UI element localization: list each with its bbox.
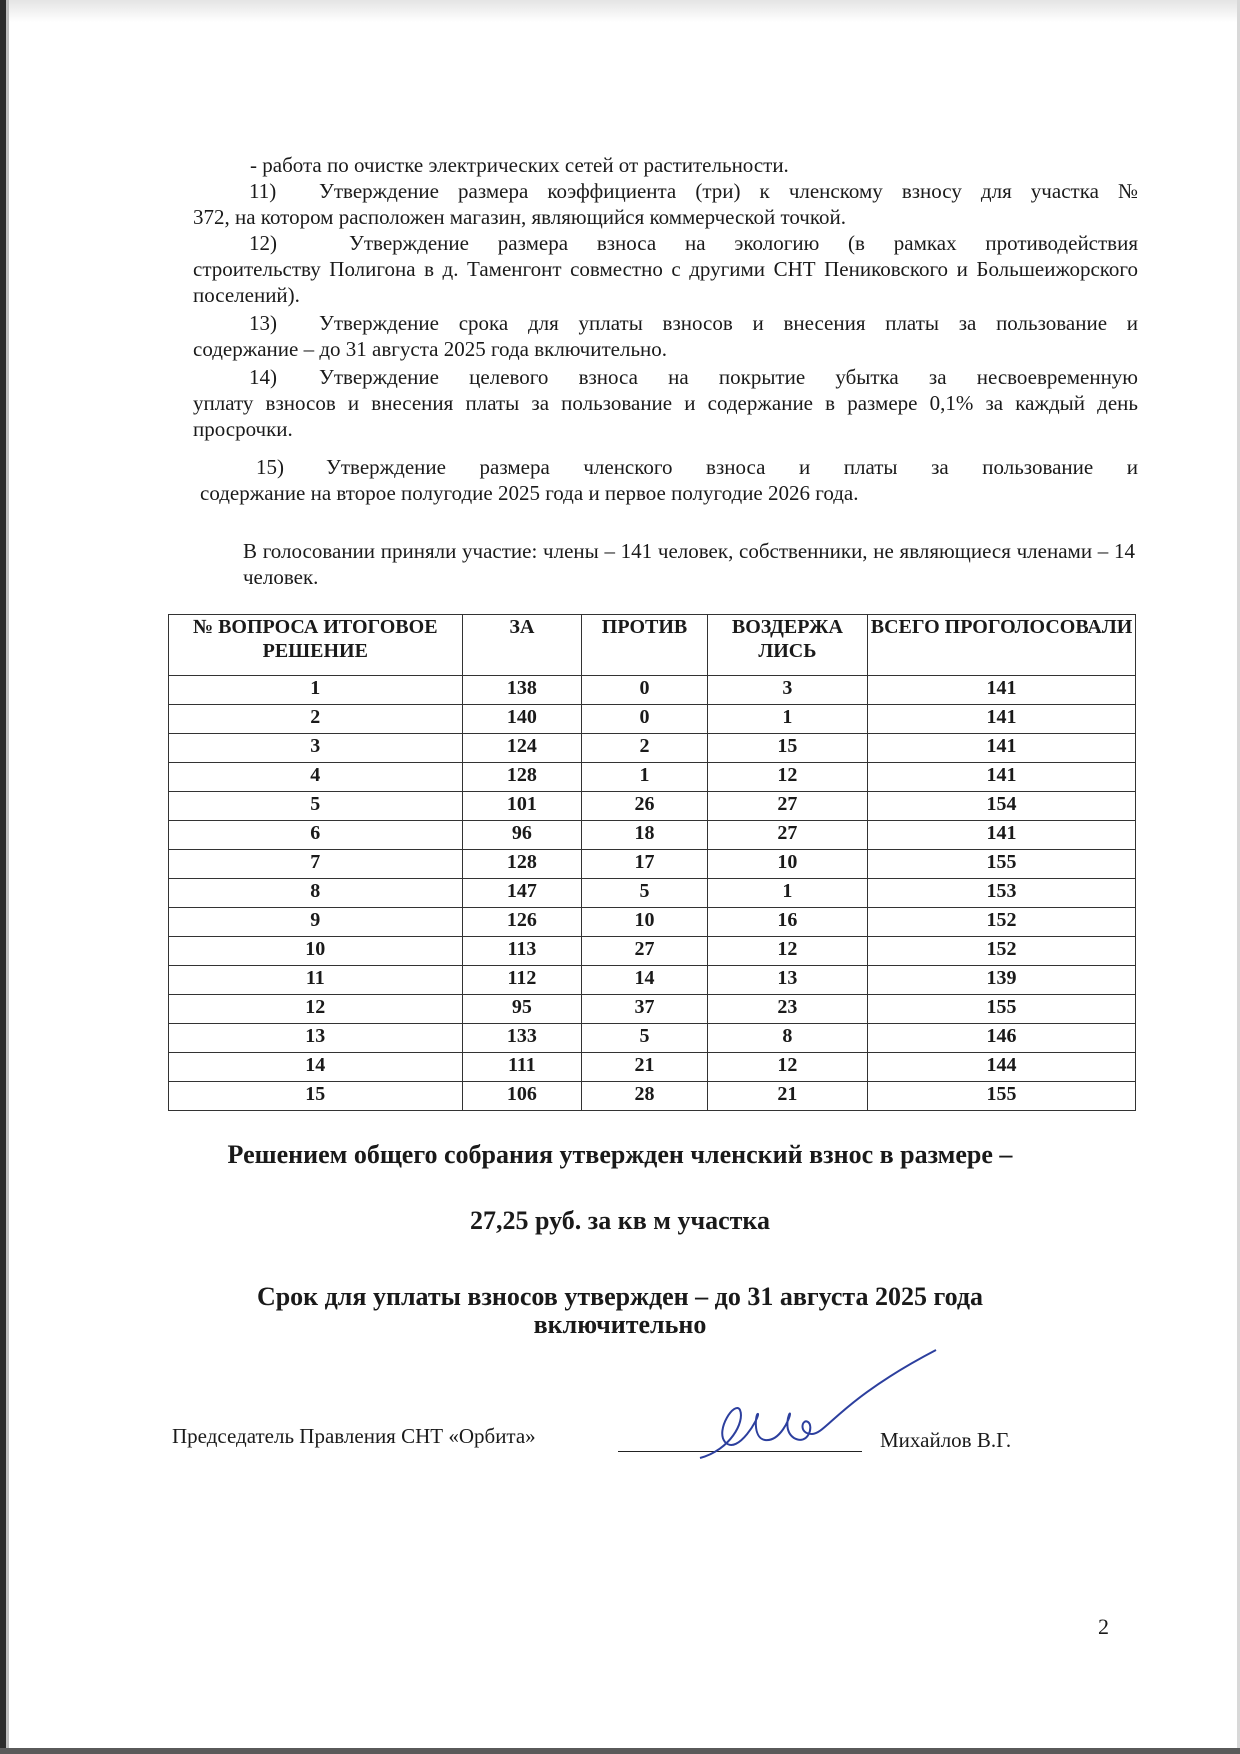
table-row [169, 1082, 1136, 1111]
cell-total: 146 [868, 1024, 1136, 1053]
cell-abstained: 27 [707, 792, 867, 821]
item-text-rest: содержание – до 31 августа 2025 года включительно. [193, 337, 668, 361]
cell-for: 112 [462, 966, 582, 995]
table-row [169, 705, 1136, 734]
cell-question-number: 3 [169, 734, 463, 763]
chairman-label: Председатель Правления СНТ «Орбита» [172, 1424, 536, 1448]
cell-total: 141 [868, 734, 1136, 763]
cell-total: 155 [868, 850, 1136, 879]
cell-total: 141 [868, 705, 1136, 734]
cell-total: 154 [868, 792, 1136, 821]
table-row [169, 995, 1136, 1024]
cell-abstained: 12 [707, 763, 867, 792]
item-text-line1: Утверждение размера членского взноса и платы за пользование и [326, 455, 1138, 479]
cell-question-number: 4 [169, 763, 463, 792]
item-text-line1: Утверждение срока для уплаты взносов и внесения платы за пользование и [319, 311, 1138, 335]
cell-for: 111 [462, 1053, 582, 1082]
cell-for: 128 [462, 850, 582, 879]
list-marker: 13) [249, 311, 277, 335]
table-row [169, 966, 1136, 995]
cell-abstained: 1 [707, 879, 867, 908]
cell-question-number: 13 [169, 1024, 463, 1053]
decision-line-4: включительно [533, 1310, 707, 1339]
header-for: ЗА [462, 615, 582, 676]
cell-against: 37 [582, 995, 707, 1024]
cell-total: 152 [868, 908, 1136, 937]
item-text-rest: содержание на второе полугодие 2025 года и первое полугодие 2026 года. [200, 481, 859, 505]
cell-for: 95 [462, 995, 582, 1024]
cell-abstained: 12 [707, 937, 867, 966]
cell-total: 139 [868, 966, 1136, 995]
cell-against: 0 [582, 705, 707, 734]
cell-for: 133 [462, 1024, 582, 1053]
list-item-12 [193, 230, 1138, 308]
cell-question-number: 1 [169, 676, 463, 705]
table-row [169, 734, 1136, 763]
cell-total: 155 [868, 995, 1136, 1024]
cell-abstained: 1 [707, 705, 867, 734]
cell-against: 28 [582, 1082, 707, 1111]
item-text-line1: Утверждение размера коэффициента (три) к членскому взносу для участка № [319, 179, 1138, 203]
cell-total: 141 [868, 821, 1136, 850]
cell-question-number: 15 [169, 1082, 463, 1111]
list-item-15 [200, 454, 1138, 506]
cell-against: 18 [582, 821, 707, 850]
table-row [169, 763, 1136, 792]
cell-abstained: 3 [707, 676, 867, 705]
cell-against: 10 [582, 908, 707, 937]
item-text-line1: Утверждение размера взноса на экологию (в рамках противодействия [349, 231, 1138, 255]
cell-total: 141 [868, 763, 1136, 792]
cell-abstained: 27 [707, 821, 867, 850]
cell-total: 144 [868, 1053, 1136, 1082]
cell-for: 106 [462, 1082, 582, 1111]
item-text-rest: уплату взносов и внесения платы за пользование и содержание в размере 0,1% за каждый день просрочки. [193, 391, 1138, 441]
list-item-11 [193, 178, 1138, 230]
cell-abstained: 13 [707, 966, 867, 995]
list-marker: 14) [249, 365, 277, 389]
cell-abstained: 10 [707, 850, 867, 879]
list-marker: 12) [249, 231, 277, 255]
cell-total: 153 [868, 879, 1136, 908]
cell-question-number: 6 [169, 821, 463, 850]
cell-abstained: 8 [707, 1024, 867, 1053]
cell-against: 5 [582, 879, 707, 908]
table-row [169, 792, 1136, 821]
cell-for: 147 [462, 879, 582, 908]
cell-against: 17 [582, 850, 707, 879]
list-item-14 [193, 364, 1138, 442]
cell-against: 27 [582, 937, 707, 966]
cell-against: 1 [582, 763, 707, 792]
table-row [169, 850, 1136, 879]
item-text-rest: строительству Полигона в д. Таменгонт совместно с другими СНТ Пениковского и Большеижорского поселений). [193, 257, 1138, 307]
cell-for: 138 [462, 676, 582, 705]
item-text-line1: Утверждение целевого взноса на покрытие убытка за несвоевременную [319, 365, 1138, 389]
cell-question-number: 5 [169, 792, 463, 821]
decision-line-1: Решением общего собрания утвержден членский взнос в размере – [227, 1140, 1013, 1169]
cell-for: 101 [462, 792, 582, 821]
table-row [169, 879, 1136, 908]
cell-for: 124 [462, 734, 582, 763]
header-total: ВСЕГО ПРОГОЛОСОВАЛИ [868, 615, 1136, 676]
cell-for: 128 [462, 763, 582, 792]
item-text-rest: 372, на котором расположен магазин, являющийся коммерческой точкой. [193, 205, 846, 229]
table-row [169, 1053, 1136, 1082]
page-number: 2 [1098, 1614, 1109, 1639]
table-row [169, 908, 1136, 937]
cell-abstained: 16 [707, 908, 867, 937]
cell-question-number: 10 [169, 937, 463, 966]
list-marker: 11) [249, 179, 277, 203]
table-body [169, 676, 1136, 1111]
participation-text: В голосовании приняли участие: члены – 141 человек, собственники, не являющиеся членами – 14 человек. [243, 539, 1135, 589]
cell-abstained: 12 [707, 1053, 867, 1082]
list-item-13 [193, 310, 1138, 362]
table-row [169, 676, 1136, 705]
cell-against: 26 [582, 792, 707, 821]
cell-for: 113 [462, 937, 582, 966]
intro-line: - работа по очистке электрических сетей от растительности. [250, 153, 789, 177]
table-row [169, 821, 1136, 850]
cell-abstained: 21 [707, 1082, 867, 1111]
cell-total: 141 [868, 676, 1136, 705]
header-question: № ВОПРОСА ИТОГОВОЕ РЕШЕНИЕ [169, 615, 463, 676]
list-marker: 15) [256, 455, 284, 479]
cell-against: 14 [582, 966, 707, 995]
cell-for: 96 [462, 821, 582, 850]
table-row [169, 937, 1136, 966]
header-against: ПРОТИВ [582, 615, 707, 676]
cell-total: 152 [868, 937, 1136, 966]
cell-question-number: 7 [169, 850, 463, 879]
cell-total: 155 [868, 1082, 1136, 1111]
decision-line-3: Срок для уплаты взносов утвержден – до 31 августа 2025 года [256, 1282, 984, 1311]
cell-question-number: 14 [169, 1053, 463, 1082]
table-row [169, 1024, 1136, 1053]
cell-against: 0 [582, 676, 707, 705]
voting-results-table [168, 614, 1136, 1111]
cell-question-number: 11 [169, 966, 463, 995]
decision-line-2: 27,25 руб. за кв м участка [469, 1206, 770, 1235]
table-header-row [169, 615, 1136, 676]
cell-abstained: 15 [707, 734, 867, 763]
cell-against: 5 [582, 1024, 707, 1053]
cell-against: 2 [582, 734, 707, 763]
cell-question-number: 12 [169, 995, 463, 1024]
cell-for: 140 [462, 705, 582, 734]
cell-against: 21 [582, 1053, 707, 1082]
cell-question-number: 8 [169, 879, 463, 908]
cell-question-number: 2 [169, 705, 463, 734]
cell-abstained: 23 [707, 995, 867, 1024]
header-abstained: ВОЗДЕРЖА ЛИСЬ [707, 615, 867, 676]
cell-question-number: 9 [169, 908, 463, 937]
chairman-name: Михайлов В.Г. [880, 1428, 1012, 1452]
cell-for: 126 [462, 908, 582, 937]
